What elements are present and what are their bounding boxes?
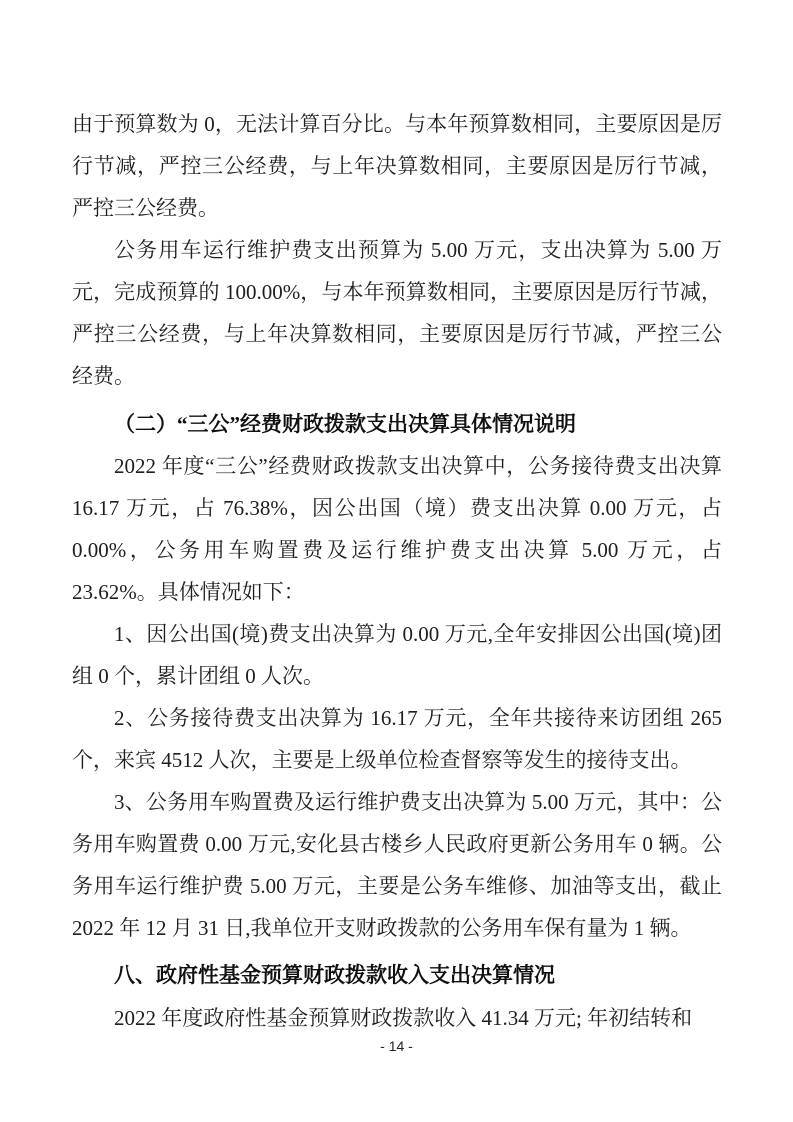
paragraph-item-3-vehicle-purchase-maintenance: 3、公务用车购置费及运行维护费支出决算为 5.00 万元，其中：公务用车购置费 0.00 万元,安化县古楼乡人民政府更新公务用车 0 辆。公务用车运行维护费 5.00 万元，主要是公务车维修、加油等支出，截止 2022 年 12 月 31 日,我单位开支财政拨款的公务用车保有量为 1 辆。 (72, 790, 722, 940)
paragraph-item-2-official-reception: 2、公务接待费支出决算为 16.17 万元，全年共接待来访团组 265 个，来宾 4512 人次，主要是上级单位检查督察等发生的接待支出。 (72, 706, 722, 772)
page-content (72, 103, 722, 1039)
paragraph-government-fund-income: 2022 年度政府性基金预算财政拨款收入 41.34 万元; 年初结转和 (114, 1006, 693, 1030)
section-heading-three-public-funds-detail: （二）“三公”经费财政拨款支出决算具体情况说明 (114, 412, 576, 436)
paragraph-three-public-overview: 2022 年度“三公”经费财政拨款支出决算中，公务接待费支出决算 16.17 万元，占 76.38%，因公出国（境）费支出决算 0.00 万元，占 0.00%，公务用车购置费及运行维护费支出决算 5.00 万元，占 23.62%。具体情况如下： (72, 454, 722, 604)
page-number: - 14 - (380, 1038, 413, 1054)
paragraph-item-1-overseas-trips: 1、因公出国(境)费支出决算为 0.00 万元,全年安排因公出国(境)团组 0 个，累计团组 0 人次。 (72, 622, 722, 688)
paragraph-vehicle-maintenance-budget: 公务用车运行维护费支出预算为 5.00 万元，支出决算为 5.00 万元，完成预算的 100.00%，与本年预算数相同，主要原因是厉行节减，严控三公经费，与上年决算数相同，主要原因是厉行节减，严控三公经费。 (72, 238, 722, 388)
paragraph-budget-zero-explanation: 由于预算数为 0，无法计算百分比。与本年预算数相同，主要原因是厉行节减，严控三公经费，与上年决算数相同，主要原因是厉行节减，严控三公经费。 (72, 112, 722, 220)
section-heading-government-fund-budget: 八、政府性基金预算财政拨款收入支出决算情况 (114, 964, 555, 987)
